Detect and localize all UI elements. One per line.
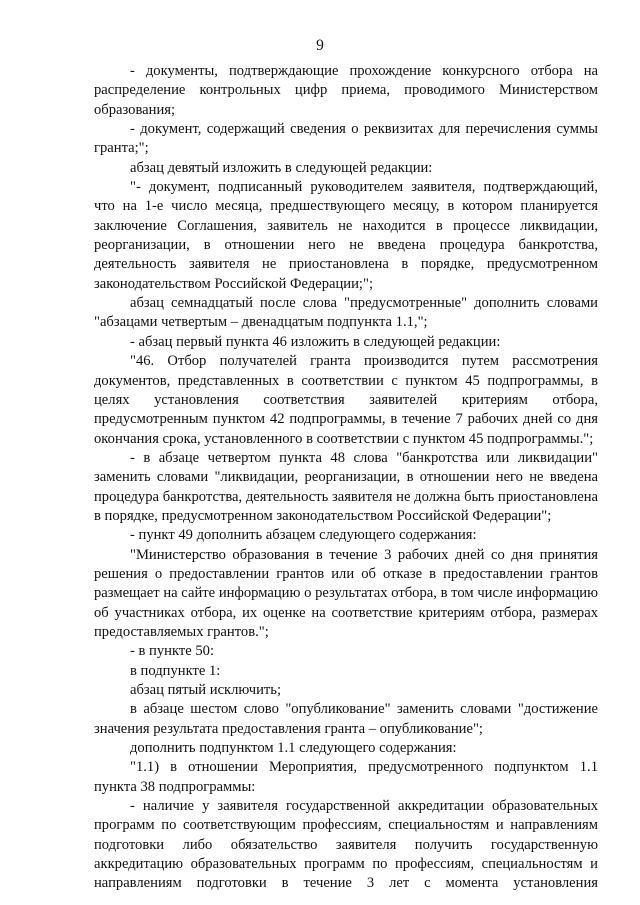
paragraph: "1.1) в отношении Мероприятия, предусмотренного подпунктом 1.1 пункта 38 подпрограммы: [94, 759, 598, 795]
paragraph: - пункт 49 дополнить абзацем следующего содержания: [130, 527, 477, 544]
paragraph: дополнить подпунктом 1.1 следующего содержания: [130, 740, 457, 757]
paragraph: - документы, подтверждающие прохождение конкурсного отбора на распределение контрольных цифр приема, проводимого Министерством образования; [94, 63, 598, 118]
paragraph: абзац пятый исключить; [130, 682, 282, 698]
paragraph: - документ, содержащий сведения о реквизитах для перечисления суммы гранта;"; [94, 121, 598, 157]
document-body [94, 62, 598, 894]
paragraph: - в абзаце четвертом пункта 48 слова "банкротства или ликвидации" заменить словами "ликвидации, реорганизации, в отношении него не введена процедура банкротства, деятельность заявителя не должна быть приостановлена в порядке, предусмотренном законодательством Российской Федерации"; [94, 449, 598, 524]
paragraph: в абзаце шестом слово "опубликование" заменить словами "достижение значения результата предоставления гранта – опубликование"; [94, 701, 598, 737]
paragraph: "Министерство образования в течение 3 рабочих дней со дня принятия решения о предоставлении грантов или об отказе в предоставлении грантов размещает на сайте информацию о результатах отбора, в том числе информацию об участниках отбора, их оценке на соответствие критериям отбора, размерах предоставляемых грантов."; [94, 546, 598, 640]
paragraph: - абзац первый пункта 46 изложить в следующей редакции: [130, 333, 501, 350]
paragraph: абзац семнадцатый после слова "предусмотренные" дополнить словами "абзацами четвертым – двенадцатым подпункта 1.1,"; [94, 295, 598, 331]
paragraph: "46. Отбор получателей гранта производится путем рассмотрения документов, представленных в соответствии с пунктом 45 подпрограммы, в целях установления соответствия заявителей критериям отбора, предусмотренным пунктом 42 подпрограммы, в течение 7 рабочих дней со дня окончания срока, установленного в соответствии с пунктом 45 подпрограммы."; [94, 353, 598, 447]
paragraph: в подпункте 1: [130, 662, 221, 679]
page-number: 9 [316, 37, 324, 54]
paragraph: "- документ, подписанный руководителем заявителя, подтверждающий, что на 1-е число месяца, предшествующего месяцу, в котором планируется заключение Соглашения, заявитель не находится в процессе ликвидации, реорганизации, в отношении него не введена процедура банкротства, деятельность заявителя не приостановлена в порядке, предусмотренном законодательством Российской Федерации;"; [94, 179, 598, 292]
paragraph: - наличие у заявителя государственной аккредитации образовательных программ по соответствующим профессиям, специальностям и направлениям подготовки либо обязательство заявителя получить государственную аккредитацию образовательных программ по профессиям, специальностям и направлениям подготовки в течение 3 лет с момента установления [94, 798, 598, 892]
paragraph: абзац девятый изложить в следующей редакции: [130, 159, 433, 176]
paragraph: - в пункте 50: [130, 643, 215, 660]
